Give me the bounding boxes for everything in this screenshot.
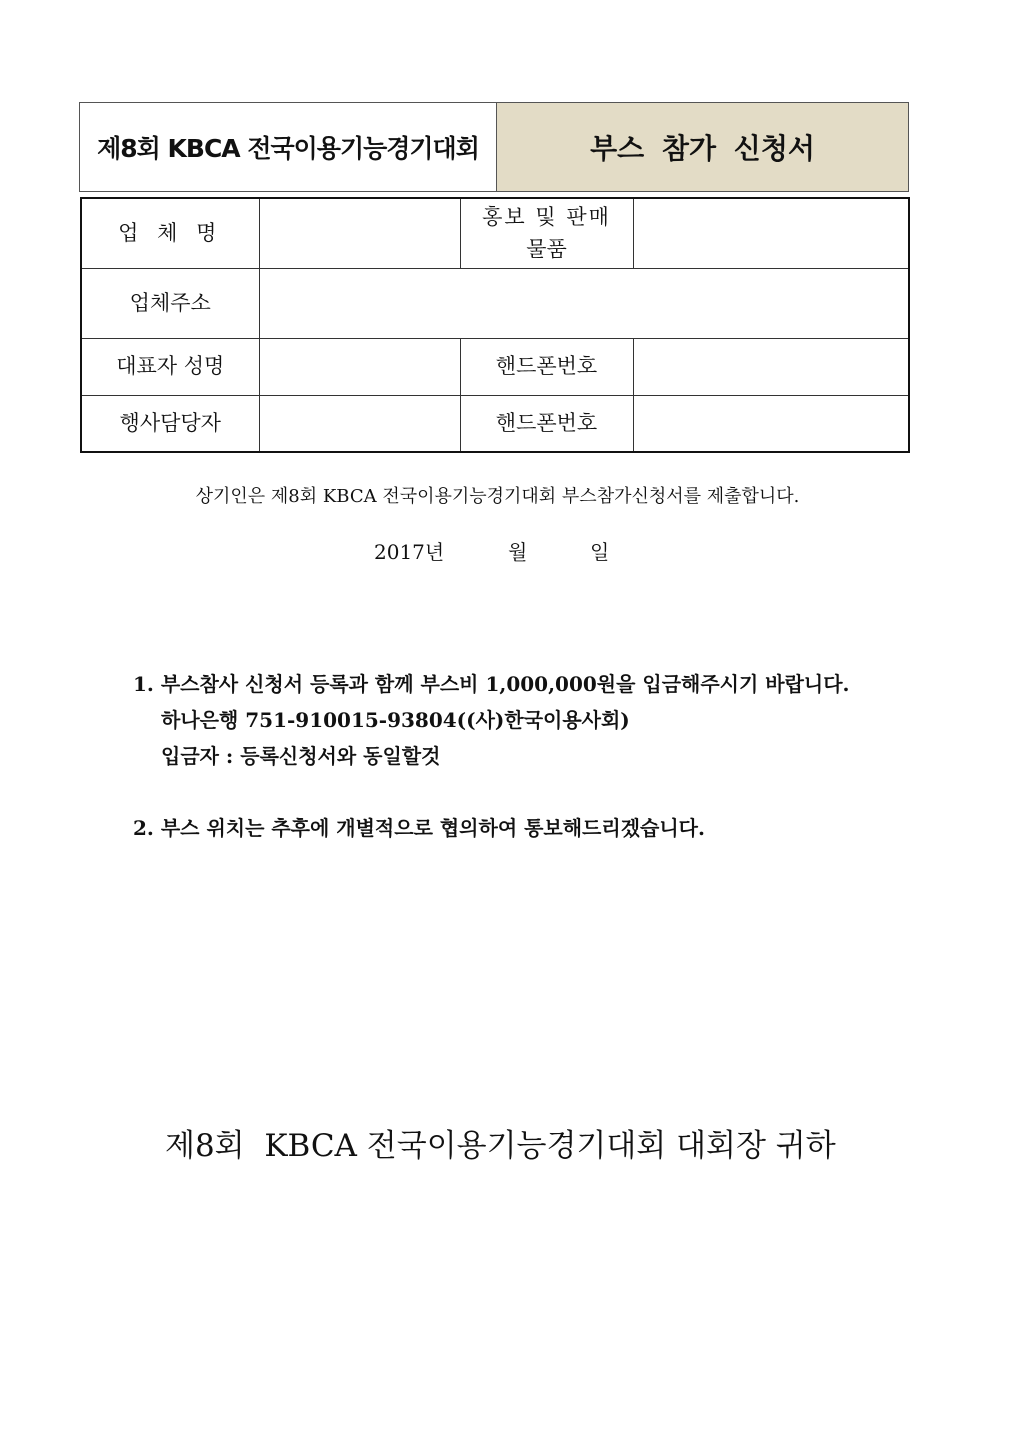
date-year: 2017년: [374, 540, 445, 564]
representative-label: 대표자 성명: [81, 338, 259, 395]
company-name-field[interactable]: [259, 198, 460, 268]
note-1-line-1: 1. 부스참사 신청서 등록과 함께 부스비 1,000,000원을 입금해주시기 바랍니다.: [133, 672, 850, 696]
products-label: [460, 198, 633, 268]
event-title: 제8회 KBCA 전국이용기능경기대회: [80, 103, 497, 191]
note-2: 2. 부스 위치는 추후에 개별적으로 협의하여 통보해드리겠습니다.: [133, 816, 705, 840]
form-row-address: [81, 268, 909, 338]
note-1-bank-account: 하나은행 751-910015-93804((사)한국이용사회): [161, 708, 630, 732]
application-form-table: [80, 197, 910, 453]
note-1-depositor: 입금자 : 등록신청서와 동일할것: [161, 744, 441, 768]
representative-field[interactable]: [259, 338, 460, 395]
event-manager-field[interactable]: [259, 395, 460, 452]
products-label-line2: 물품: [526, 237, 567, 262]
manager-phone-field[interactable]: [633, 395, 909, 452]
form-title: 부스 참가 신청서: [497, 103, 908, 191]
addressee: 제8회 KBCA 전국이용기능경기대회 대회장 귀하: [165, 1128, 836, 1164]
company-name-label: 업 체 명: [81, 198, 259, 268]
form-row-representative: [81, 338, 909, 395]
notes-section: [133, 666, 850, 846]
declaration-text: 상기인은 제8회 KBCA 전국이용기능경기대회 부스참가신청서를 제출합니다.: [195, 486, 800, 507]
products-field[interactable]: [633, 198, 909, 268]
company-address-field[interactable]: [259, 268, 909, 338]
date-month: 월: [508, 540, 528, 564]
representative-phone-field[interactable]: [633, 338, 909, 395]
header-box: [79, 102, 909, 192]
company-address-label: 업체주소: [81, 268, 259, 338]
products-label-line1: 홍보 및 판매: [482, 204, 611, 229]
manager-phone-label: 핸드폰번호: [460, 395, 633, 452]
representative-phone-label: 핸드폰번호: [460, 338, 633, 395]
date-day: 일: [590, 540, 610, 564]
form-row-company: [81, 198, 909, 268]
form-row-manager: [81, 395, 909, 452]
notes-spacer: [133, 774, 850, 810]
event-manager-label: 행사담당자: [81, 395, 259, 452]
